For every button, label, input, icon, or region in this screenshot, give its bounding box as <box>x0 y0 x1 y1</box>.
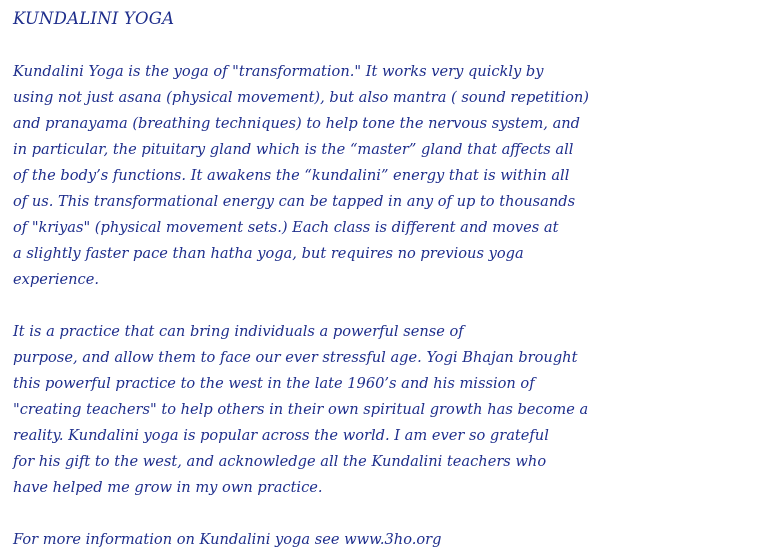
paragraph-line: using not just asana (physical movement), but also mantra ( sound repetition) <box>13 89 589 106</box>
paragraph-line: a slightly faster pace than hatha yoga, but requires no previous yoga <box>13 245 524 262</box>
page-title: KUNDALINI YOGA <box>13 9 175 28</box>
paragraph-line: of the body’s functions. It awakens the “kundalini” energy that is within all <box>13 167 570 184</box>
paragraph-line: this powerful practice to the west in the late 1960’s and his mission of <box>13 375 535 392</box>
paragraph-line: experience. <box>13 271 99 288</box>
paragraph-line: of us. This transformational energy can be tapped in any of up to thousands <box>13 193 576 210</box>
paragraph-line: It is a practice that can bring individuals a powerful sense of <box>13 323 464 340</box>
paragraph-line: reality. Kundalini yoga is popular across the world. I am ever so grateful <box>13 427 549 444</box>
paragraph-line: of "kriyas" (physical movement sets.) Each class is different and moves at <box>13 219 559 236</box>
more-info-text: For more information on Kundalini yoga see <box>13 531 345 548</box>
paragraph-line: purpose, and allow them to face our ever stressful age. Yogi Bhajan brought <box>13 349 578 366</box>
website-link[interactable]: www.3ho.org <box>344 531 442 548</box>
paragraph-line: Kundalini Yoga is the yoga of "transformation." It works very quickly by <box>13 63 544 80</box>
paragraph-line: for his gift to the west, and acknowledge all the Kundalini teachers who <box>13 453 547 470</box>
article <box>13 6 763 553</box>
paragraph-history <box>13 319 763 501</box>
paragraph-intro <box>13 59 763 293</box>
paragraph-line: have helped me grow in my own practice. <box>13 479 323 496</box>
paragraph-line: in particular, the pituitary gland which is the “master” gland that affects all <box>13 141 574 158</box>
paragraph-line: "creating teachers" to help others in their own spiritual growth has become a <box>13 401 589 418</box>
paragraph-line: and pranayama (breathing techniques) to help tone the nervous system, and <box>13 115 581 132</box>
more-info-line <box>13 527 763 553</box>
